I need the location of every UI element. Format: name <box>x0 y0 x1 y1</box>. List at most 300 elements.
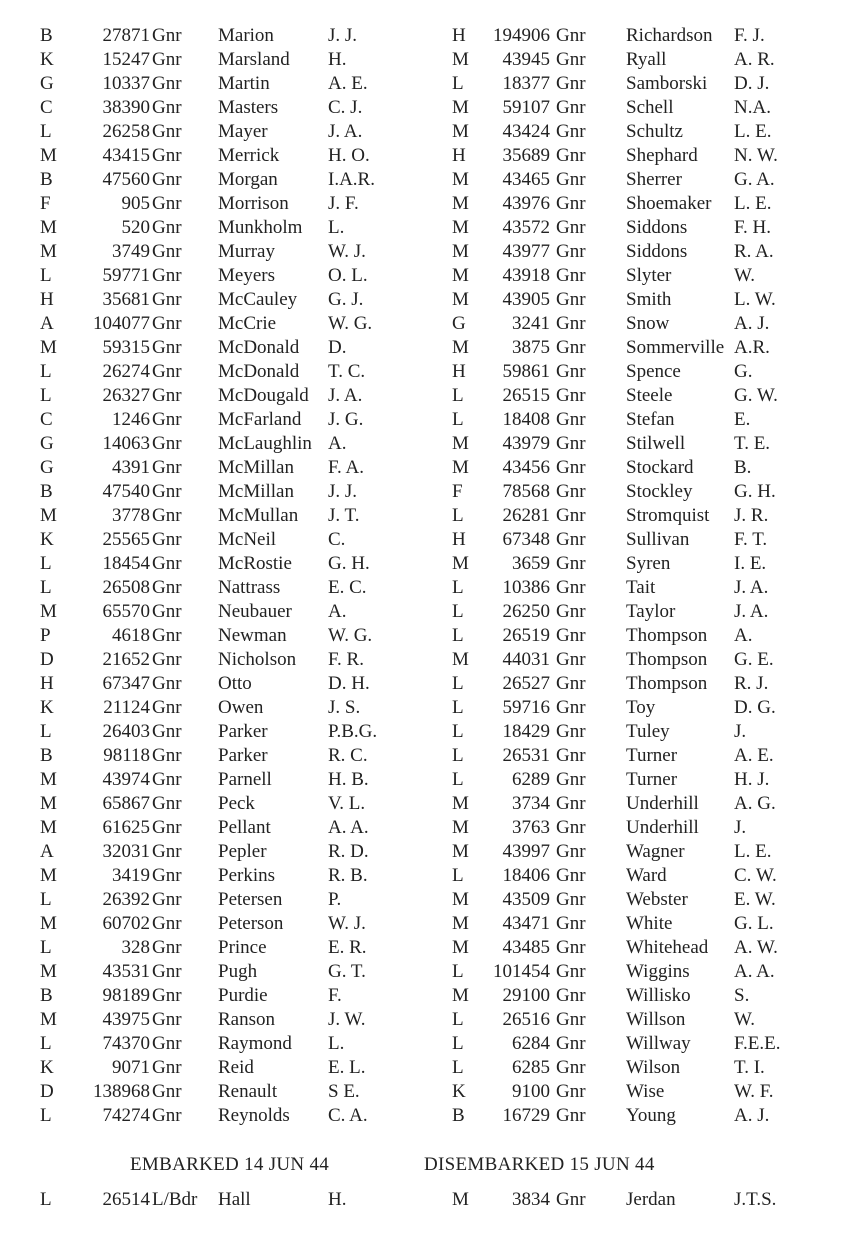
entry-rank: Gnr <box>152 481 182 502</box>
entry-surname: Tait <box>626 577 656 598</box>
entry-initials: A. J. <box>734 1105 770 1126</box>
entry-prefix: M <box>452 793 469 814</box>
entry-surname: Wagner <box>626 841 685 862</box>
entry-rank: Gnr <box>556 841 586 862</box>
entry-number: 3241 <box>512 313 550 334</box>
entry-prefix: M <box>40 769 57 790</box>
entry-surname: Webster <box>626 889 688 910</box>
entry-surname: McDonald <box>218 361 300 382</box>
entry-number: 21652 <box>102 649 150 670</box>
entry-prefix: L <box>40 361 52 382</box>
entry-initials: P.B.G. <box>328 721 378 742</box>
entry-number: 101454 <box>493 961 550 982</box>
entry-prefix: L <box>452 1057 464 1078</box>
entry-rank: Gnr <box>556 985 586 1006</box>
entry-number: 29100 <box>502 985 550 1006</box>
entry-rank: Gnr <box>152 169 182 190</box>
entry-surname: Slyter <box>626 265 672 286</box>
entry-prefix: M <box>40 817 57 838</box>
entry-initials: R. J. <box>734 673 769 694</box>
entry-prefix: L <box>40 265 52 286</box>
entry-number: 520 <box>121 217 150 238</box>
entry-number: 43471 <box>502 913 550 934</box>
entry-number: 18408 <box>502 409 550 430</box>
entry-prefix: G <box>40 457 54 478</box>
entry-rank: Gnr <box>152 1009 182 1030</box>
entry-initials: G. W. <box>734 385 778 406</box>
entry-surname: Richardson <box>626 25 713 46</box>
entry-initials: P. <box>328 889 342 910</box>
entry-initials: A. A. <box>328 817 369 838</box>
entry-prefix: D <box>40 1081 54 1102</box>
entry-surname: Whitehead <box>626 937 709 958</box>
entry-surname: Sherrer <box>626 169 682 190</box>
entry-surname: Parnell <box>218 769 272 790</box>
entry-initials: G. L. <box>734 913 774 934</box>
entry-number: 26516 <box>502 1009 550 1030</box>
entry-prefix: M <box>40 913 57 934</box>
entry-prefix: M <box>452 337 469 358</box>
entry-surname: McCauley <box>218 289 298 310</box>
entry-rank: Gnr <box>556 817 586 838</box>
entry-rank: Gnr <box>556 625 586 646</box>
entry-initials: L. E. <box>734 121 772 142</box>
entry-initials: N.A. <box>734 97 771 118</box>
entry-surname: Nicholson <box>218 649 297 670</box>
entry-rank: Gnr <box>152 1033 182 1054</box>
entry-rank: Gnr <box>556 73 586 94</box>
entry-prefix: B <box>40 25 53 46</box>
entry-number: 10337 <box>102 73 150 94</box>
entry-rank: Gnr <box>556 145 586 166</box>
entry-number: 9100 <box>512 1081 550 1102</box>
entry-initials: W. G. <box>328 625 373 646</box>
entry-initials: G. H. <box>734 481 776 502</box>
entry-surname: Willisko <box>626 985 691 1006</box>
entry-prefix: P <box>40 625 51 646</box>
entry-rank: Gnr <box>556 217 586 238</box>
entry-rank: Gnr <box>152 337 182 358</box>
entry-surname: McRostie <box>218 553 292 574</box>
entry-number: 26327 <box>102 385 150 406</box>
entry-number: 328 <box>121 937 150 958</box>
entry-rank: Gnr <box>556 121 586 142</box>
entry-initials: G. T. <box>328 961 366 982</box>
entry-number: 1246 <box>112 409 150 430</box>
entry-initials: D. <box>328 337 347 358</box>
entry-surname: Wilson <box>626 1057 681 1078</box>
entry-prefix: F <box>40 193 51 214</box>
entry-rank: Gnr <box>152 937 182 958</box>
entry-rank: Gnr <box>556 649 586 670</box>
entry-number: 6284 <box>512 1033 550 1054</box>
entry-surname: Syren <box>626 553 671 574</box>
entry-initials: G. E. <box>734 649 774 670</box>
entry-initials: S E. <box>328 1081 360 1102</box>
entry-initials: E. <box>734 409 751 430</box>
entry-number: 98189 <box>102 985 150 1006</box>
entry-surname: Wise <box>626 1081 665 1102</box>
entry-prefix: M <box>40 793 57 814</box>
entry-prefix: M <box>452 1189 469 1210</box>
entry-surname: Siddons <box>626 217 688 238</box>
entry-initials: A. R. <box>734 49 775 70</box>
entry-rank: Gnr <box>556 673 586 694</box>
entry-initials: J. F. <box>328 193 359 214</box>
entry-surname: Stockley <box>626 481 693 502</box>
entry-rank: Gnr <box>556 1009 586 1030</box>
entry-rank: Gnr <box>152 889 182 910</box>
entry-number: 15247 <box>102 49 150 70</box>
entry-number: 3419 <box>112 865 150 886</box>
entry-number: 18406 <box>502 865 550 886</box>
entry-initials: J. G. <box>328 409 364 430</box>
entry-prefix: H <box>40 289 54 310</box>
entry-surname: Steele <box>626 385 673 406</box>
entry-surname: Purdie <box>218 985 268 1006</box>
entry-prefix: L <box>40 1105 52 1126</box>
entry-rank: Gnr <box>556 169 586 190</box>
entry-prefix: M <box>452 97 469 118</box>
entry-rank: Gnr <box>152 865 182 886</box>
entry-surname: McMullan <box>218 505 299 526</box>
entry-surname: Parker <box>218 745 268 766</box>
entry-surname: Schultz <box>626 121 683 142</box>
entry-surname: Willson <box>626 1009 686 1030</box>
entry-prefix: M <box>452 649 469 670</box>
entry-initials: E. L. <box>328 1057 366 1078</box>
entry-surname: McLaughlin <box>218 433 312 454</box>
entry-rank: Gnr <box>556 385 586 406</box>
entry-surname: Raymond <box>218 1033 292 1054</box>
entry-surname: Willway <box>626 1033 691 1054</box>
entry-initials: G. J. <box>328 289 364 310</box>
entry-rank: Gnr <box>556 433 586 454</box>
entry-surname: Stilwell <box>626 433 686 454</box>
entry-prefix: M <box>452 169 469 190</box>
entry-initials: E. C. <box>328 577 367 598</box>
entry-rank: Gnr <box>152 529 182 550</box>
entry-rank: Gnr <box>152 817 182 838</box>
entry-prefix: G <box>452 313 466 334</box>
entry-rank: Gnr <box>152 841 182 862</box>
entry-rank: Gnr <box>556 793 586 814</box>
entry-number: 27871 <box>102 25 150 46</box>
entry-prefix: H <box>452 25 466 46</box>
entry-initials: W. <box>734 265 755 286</box>
entry-rank: Gnr <box>152 97 182 118</box>
entry-number: 32031 <box>102 841 150 862</box>
entry-number: 3834 <box>512 1189 550 1210</box>
entry-rank: Gnr <box>152 985 182 1006</box>
entry-rank: Gnr <box>556 865 586 886</box>
entry-prefix: M <box>40 217 57 238</box>
entry-initials: A. J. <box>734 313 770 334</box>
entry-prefix: L <box>452 1009 464 1030</box>
entry-number: 59315 <box>102 337 150 358</box>
entry-surname: Siddons <box>626 241 688 262</box>
entry-initials: F.E.E. <box>734 1033 781 1054</box>
entry-number: 61625 <box>102 817 150 838</box>
entry-surname: Parker <box>218 721 268 742</box>
entry-number: 3749 <box>112 241 150 262</box>
entry-number: 43997 <box>502 841 550 862</box>
entry-prefix: L <box>452 409 464 430</box>
entry-rank: Gnr <box>556 721 586 742</box>
entry-number: 26514 <box>102 1189 150 1210</box>
entry-surname: Toy <box>626 697 656 718</box>
entry-number: 4618 <box>112 625 150 646</box>
entry-initials: L. W. <box>734 289 776 310</box>
entry-surname: McNeil <box>218 529 277 550</box>
entry-initials: V. L. <box>328 793 366 814</box>
entry-initials: N. W. <box>734 145 778 166</box>
entry-rank: Gnr <box>152 961 182 982</box>
entry-prefix: L <box>452 961 464 982</box>
entry-prefix: A <box>40 313 54 334</box>
disembarked-heading: DISEMBARKED 15 JUN 44 <box>424 1154 655 1175</box>
entry-prefix: M <box>452 913 469 934</box>
entry-rank: Gnr <box>556 313 586 334</box>
entry-prefix: L <box>40 1033 52 1054</box>
entry-initials: W. J. <box>328 913 366 934</box>
entry-prefix: G <box>40 73 54 94</box>
entry-rank: Gnr <box>152 553 182 574</box>
entry-prefix: K <box>40 49 54 70</box>
entry-number: 905 <box>121 193 150 214</box>
entry-initials: R. C. <box>328 745 368 766</box>
entry-number: 35681 <box>102 289 150 310</box>
entry-rank: Gnr <box>152 289 182 310</box>
entry-surname: Meyers <box>218 265 275 286</box>
entry-prefix: M <box>452 121 469 142</box>
entry-surname: McMillan <box>218 481 294 502</box>
entry-initials: J. T. <box>328 505 360 526</box>
entry-prefix: L <box>452 73 464 94</box>
entry-rank: Gnr <box>152 409 182 430</box>
entry-rank: Gnr <box>556 289 586 310</box>
entry-prefix: M <box>452 289 469 310</box>
entry-prefix: L <box>452 865 464 886</box>
entry-initials: R. D. <box>328 841 369 862</box>
entry-prefix: M <box>452 889 469 910</box>
entry-surname: Samborski <box>626 73 708 94</box>
entry-surname: Ranson <box>218 1009 275 1030</box>
entry-number: 47540 <box>102 481 150 502</box>
entry-surname: Shoemaker <box>626 193 712 214</box>
entry-number: 26519 <box>502 625 550 646</box>
entry-surname: Hall <box>218 1189 251 1210</box>
entry-number: 35689 <box>502 145 550 166</box>
entry-rank: Gnr <box>152 673 182 694</box>
entry-initials: F. T. <box>734 529 768 550</box>
entry-rank: Gnr <box>152 73 182 94</box>
entry-rank: Gnr <box>152 625 182 646</box>
entry-initials: O. L. <box>328 265 368 286</box>
entry-rank: Gnr <box>152 505 182 526</box>
entry-number: 25565 <box>102 529 150 550</box>
entry-surname: Ryall <box>626 49 667 70</box>
entry-rank: Gnr <box>556 697 586 718</box>
entry-prefix: C <box>40 409 53 430</box>
entry-rank: Gnr <box>152 25 182 46</box>
entry-number: 98118 <box>103 745 150 766</box>
entry-prefix: H <box>40 673 54 694</box>
entry-prefix: L <box>452 1033 464 1054</box>
entry-prefix: K <box>40 1057 54 1078</box>
entry-prefix: L <box>452 673 464 694</box>
entry-number: 43975 <box>102 1009 150 1030</box>
entry-prefix: H <box>452 529 466 550</box>
entry-initials: J. A. <box>734 601 769 622</box>
entry-initials: C. W. <box>734 865 777 886</box>
entry-prefix: L <box>40 577 52 598</box>
entry-surname: Reynolds <box>218 1105 290 1126</box>
entry-rank: Gnr <box>556 1057 586 1078</box>
entry-initials: C. A. <box>328 1105 368 1126</box>
entry-rank: Gnr <box>556 265 586 286</box>
entry-prefix: M <box>40 145 57 166</box>
entry-initials: L. E. <box>734 193 772 214</box>
entry-number: 138968 <box>93 1081 150 1102</box>
entry-initials: T. E. <box>734 433 771 454</box>
entry-rank: Gnr <box>556 193 586 214</box>
entry-initials: A. G. <box>734 793 776 814</box>
entry-rank: Gnr <box>556 769 586 790</box>
entry-number: 26515 <box>502 385 550 406</box>
entry-rank: Gnr <box>556 745 586 766</box>
entry-number: 26281 <box>502 505 550 526</box>
entry-initials: J. W. <box>328 1009 366 1030</box>
entry-initials: W. J. <box>328 241 366 262</box>
entry-surname: Smith <box>626 289 672 310</box>
entry-prefix: K <box>40 529 54 550</box>
entry-initials: S. <box>734 985 750 1006</box>
entry-surname: Murray <box>218 241 275 262</box>
entry-prefix: M <box>452 841 469 862</box>
entry-rank: Gnr <box>152 457 182 478</box>
entry-prefix: F <box>452 481 463 502</box>
entry-surname: McCrie <box>218 313 277 334</box>
entry-initials: J. <box>734 721 747 742</box>
entry-number: 59716 <box>502 697 550 718</box>
entry-surname: Thompson <box>626 625 708 646</box>
entry-rank: Gnr <box>152 769 182 790</box>
entry-prefix: D <box>40 649 54 670</box>
entry-surname: McDougald <box>218 385 309 406</box>
entry-surname: Marion <box>218 25 274 46</box>
entry-surname: White <box>626 913 673 934</box>
entry-surname: Thompson <box>626 673 708 694</box>
entry-initials: J. J. <box>328 25 358 46</box>
entry-surname: Mayer <box>218 121 268 142</box>
entry-initials: A.R. <box>734 337 770 358</box>
entry-initials: I.A.R. <box>328 169 375 190</box>
entry-surname: Reid <box>218 1057 254 1078</box>
entry-surname: Stockard <box>626 457 694 478</box>
entry-rank: Gnr <box>556 409 586 430</box>
entry-prefix: L <box>40 553 52 574</box>
entry-initials: G. <box>734 361 753 382</box>
entry-surname: Masters <box>218 97 279 118</box>
entry-surname: Turner <box>626 745 678 766</box>
entry-initials: R. B. <box>328 865 368 886</box>
entry-prefix: M <box>452 553 469 574</box>
entry-initials: F. <box>328 985 342 1006</box>
entry-number: 65570 <box>102 601 150 622</box>
entry-initials: J. A. <box>328 121 363 142</box>
entry-number: 43531 <box>102 961 150 982</box>
entry-prefix: L <box>452 601 464 622</box>
entry-number: 16729 <box>502 1105 550 1126</box>
entry-surname: Thompson <box>626 649 708 670</box>
entry-number: 6289 <box>512 769 550 790</box>
entry-number: 59771 <box>102 265 150 286</box>
entry-initials: J. R. <box>734 505 769 526</box>
entry-initials: H. B. <box>328 769 369 790</box>
entry-surname: Pepler <box>218 841 267 862</box>
entry-surname: Pugh <box>218 961 258 982</box>
entry-prefix: B <box>40 481 53 502</box>
entry-prefix: B <box>40 169 53 190</box>
entry-prefix: M <box>452 49 469 70</box>
entry-initials: T. C. <box>328 361 366 382</box>
entry-initials: L. <box>328 1033 345 1054</box>
entry-initials: T. I. <box>734 1057 765 1078</box>
entry-rank: Gnr <box>556 913 586 934</box>
entry-prefix: M <box>452 433 469 454</box>
entry-number: 43977 <box>502 241 550 262</box>
entry-prefix: B <box>40 745 53 766</box>
entry-prefix: L <box>40 937 52 958</box>
entry-initials: H. O. <box>328 145 370 166</box>
entry-number: 3875 <box>512 337 550 358</box>
entry-surname: Schell <box>626 97 674 118</box>
entry-rank: Gnr <box>556 889 586 910</box>
entry-number: 43974 <box>102 769 150 790</box>
entry-prefix: M <box>40 337 57 358</box>
entry-initials: W. G. <box>328 313 373 334</box>
entry-initials: J. <box>734 817 747 838</box>
entry-surname: Pellant <box>218 817 271 838</box>
entry-prefix: B <box>40 985 53 1006</box>
entry-rank: Gnr <box>152 241 182 262</box>
entry-number: 43424 <box>502 121 550 142</box>
entry-number: 194906 <box>493 25 550 46</box>
entry-number: 67347 <box>102 673 150 694</box>
entry-initials: E. R. <box>328 937 367 958</box>
entry-initials: L. E. <box>734 841 772 862</box>
entry-rank: Gnr <box>556 49 586 70</box>
entry-surname: Morrison <box>218 193 289 214</box>
entry-surname: Peterson <box>218 913 284 934</box>
entry-rank: Gnr <box>556 25 586 46</box>
entry-surname: Taylor <box>626 601 676 622</box>
entry-initials: H. J. <box>734 769 770 790</box>
entry-rank: Gnr <box>556 553 586 574</box>
entry-surname: Spence <box>626 361 681 382</box>
entry-initials: R. A. <box>734 241 774 262</box>
entry-rank: Gnr <box>556 361 586 382</box>
entry-rank: Gnr <box>556 241 586 262</box>
entry-prefix: M <box>452 193 469 214</box>
entry-rank: Gnr <box>556 97 586 118</box>
entry-prefix: M <box>452 241 469 262</box>
entry-surname: Marsland <box>218 49 290 70</box>
entry-prefix: A <box>40 841 54 862</box>
entry-number: 65867 <box>102 793 150 814</box>
entry-surname: Sommerville <box>626 337 725 358</box>
